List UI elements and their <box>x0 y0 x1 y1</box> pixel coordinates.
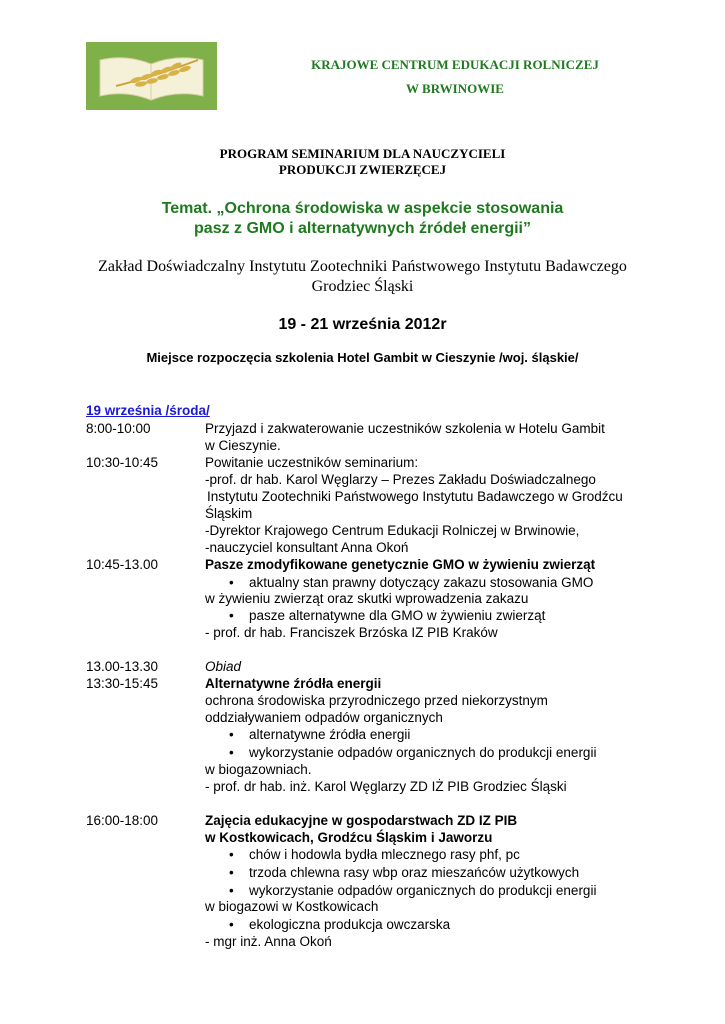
session-line: Śląskim <box>205 506 253 521</box>
session-line: w biogazowniach. <box>205 762 312 777</box>
topic-line1: Temat. „Ochrona środowiska w aspekcie stosowania <box>161 200 564 217</box>
session-line: Instytutu Zootechniki Państwowego Instytutu Badawczego w Grodźcu <box>207 489 623 504</box>
session-bullet: • alternatywne źródła energii <box>249 726 410 743</box>
logo-book-wheat-icon <box>86 42 217 110</box>
session-line: w żywieniu zwierząt oraz skutki wprowadzenia zakazu <box>205 591 529 606</box>
session-time: 10:30-10:45 <box>86 455 159 470</box>
day-heading[interactable]: 19 września /środa/ <box>86 403 210 418</box>
session-title: Obiad <box>205 659 242 674</box>
seminar-dates: 19 - 21 września 2012r <box>278 316 447 333</box>
org-name-line1: KRAJOWE CENTRUM EDUKACJI ROLNICZEJ <box>311 57 599 72</box>
session-line: Powitanie uczestników seminarium: <box>205 455 419 470</box>
session-line: - mgr inż. Anna Okoń <box>205 934 332 949</box>
session-bullet: • chów i hodowla bydła mlecznego rasy phf, pc <box>249 846 520 863</box>
session-line: -prof. dr hab. Karol Węglarzy – Prezes Zakładu Doświadczalnego <box>205 472 596 487</box>
session-line: -nauczyciel konsultant Anna Okoń <box>205 540 409 555</box>
session-line: - prof. dr hab. Franciszek Brzóska IZ PIB Kraków <box>205 625 498 640</box>
session-time: 13.00-13.30 <box>86 659 159 674</box>
seminar-place: Miejsce rozpoczęcia szkolenia Hotel Gambit w Cieszynie /woj. śląskie/ <box>146 350 579 365</box>
session-line: oddziaływaniem odpadów organicznych <box>205 710 443 725</box>
session-title-line2: w Kostkowicach, Grodźcu Śląskim i Jaworzu <box>205 830 493 845</box>
institute-line2: Grodziec Śląski <box>311 278 414 295</box>
session-bullet: • aktualny stan prawny dotyczący zakazu stosowania GMO <box>249 574 593 591</box>
session-bullet: • trzoda chlewna rasy wbp oraz mieszańców użytkowych <box>249 864 579 881</box>
session-time: 8:00-10:00 <box>86 421 151 436</box>
session-line: Przyjazd i zakwaterowanie uczestników szkolenia w Hotelu Gambit <box>205 421 605 436</box>
session-time: 16:00-18:00 <box>86 813 159 828</box>
org-name-line2: W BRWINOWIE <box>406 81 504 96</box>
session-bullet: • wykorzystanie odpadów organicznych do produkcji energii <box>249 882 596 899</box>
program-title-line2: PRODUKCJI ZWIERZĘCEJ <box>278 162 447 177</box>
session-title: Alternatywne źródła energii <box>205 676 382 691</box>
session-bullet: • wykorzystanie odpadów organicznych do produkcji energii <box>249 744 596 761</box>
session-line: - prof. dr hab. inż. Karol Węglarzy ZD IŻ PIB Grodziec Śląski <box>205 779 567 794</box>
session-line: w biogazowi w Kostkowicach <box>205 899 379 914</box>
session-bullet: • ekologiczna produkcja owczarska <box>249 916 450 933</box>
session-line: w Cieszynie. <box>205 438 281 453</box>
session-time: 13:30-15:45 <box>86 676 159 691</box>
session-line: -Dyrektor Krajowego Centrum Edukacji Rolniczej w Brwinowie, <box>205 523 580 538</box>
session-time: 10:45-13.00 <box>86 557 159 572</box>
topic-line2: pasz z GMO i alternatywnych źródeł energii” <box>194 220 531 237</box>
program-title-line1: PROGRAM SEMINARIUM DLA NAUCZYCIELI <box>219 146 506 161</box>
institute-line1: Zakład Doświadczalny Instytutu Zootechniki Państwowego Instytutu Badawczego <box>98 258 627 275</box>
session-bullet: • pasze alternatywne dla GMO w żywieniu zwierząt <box>249 607 545 624</box>
session-title: Zajęcia edukacyjne w gospodarstwach ZD IZ PIB <box>205 813 518 828</box>
session-title: Pasze zmodyfikowane genetycznie GMO w żywieniu zwierząt <box>205 557 596 572</box>
session-line: ochrona środowiska przyrodniczego przed niekorzystnym <box>205 693 548 708</box>
